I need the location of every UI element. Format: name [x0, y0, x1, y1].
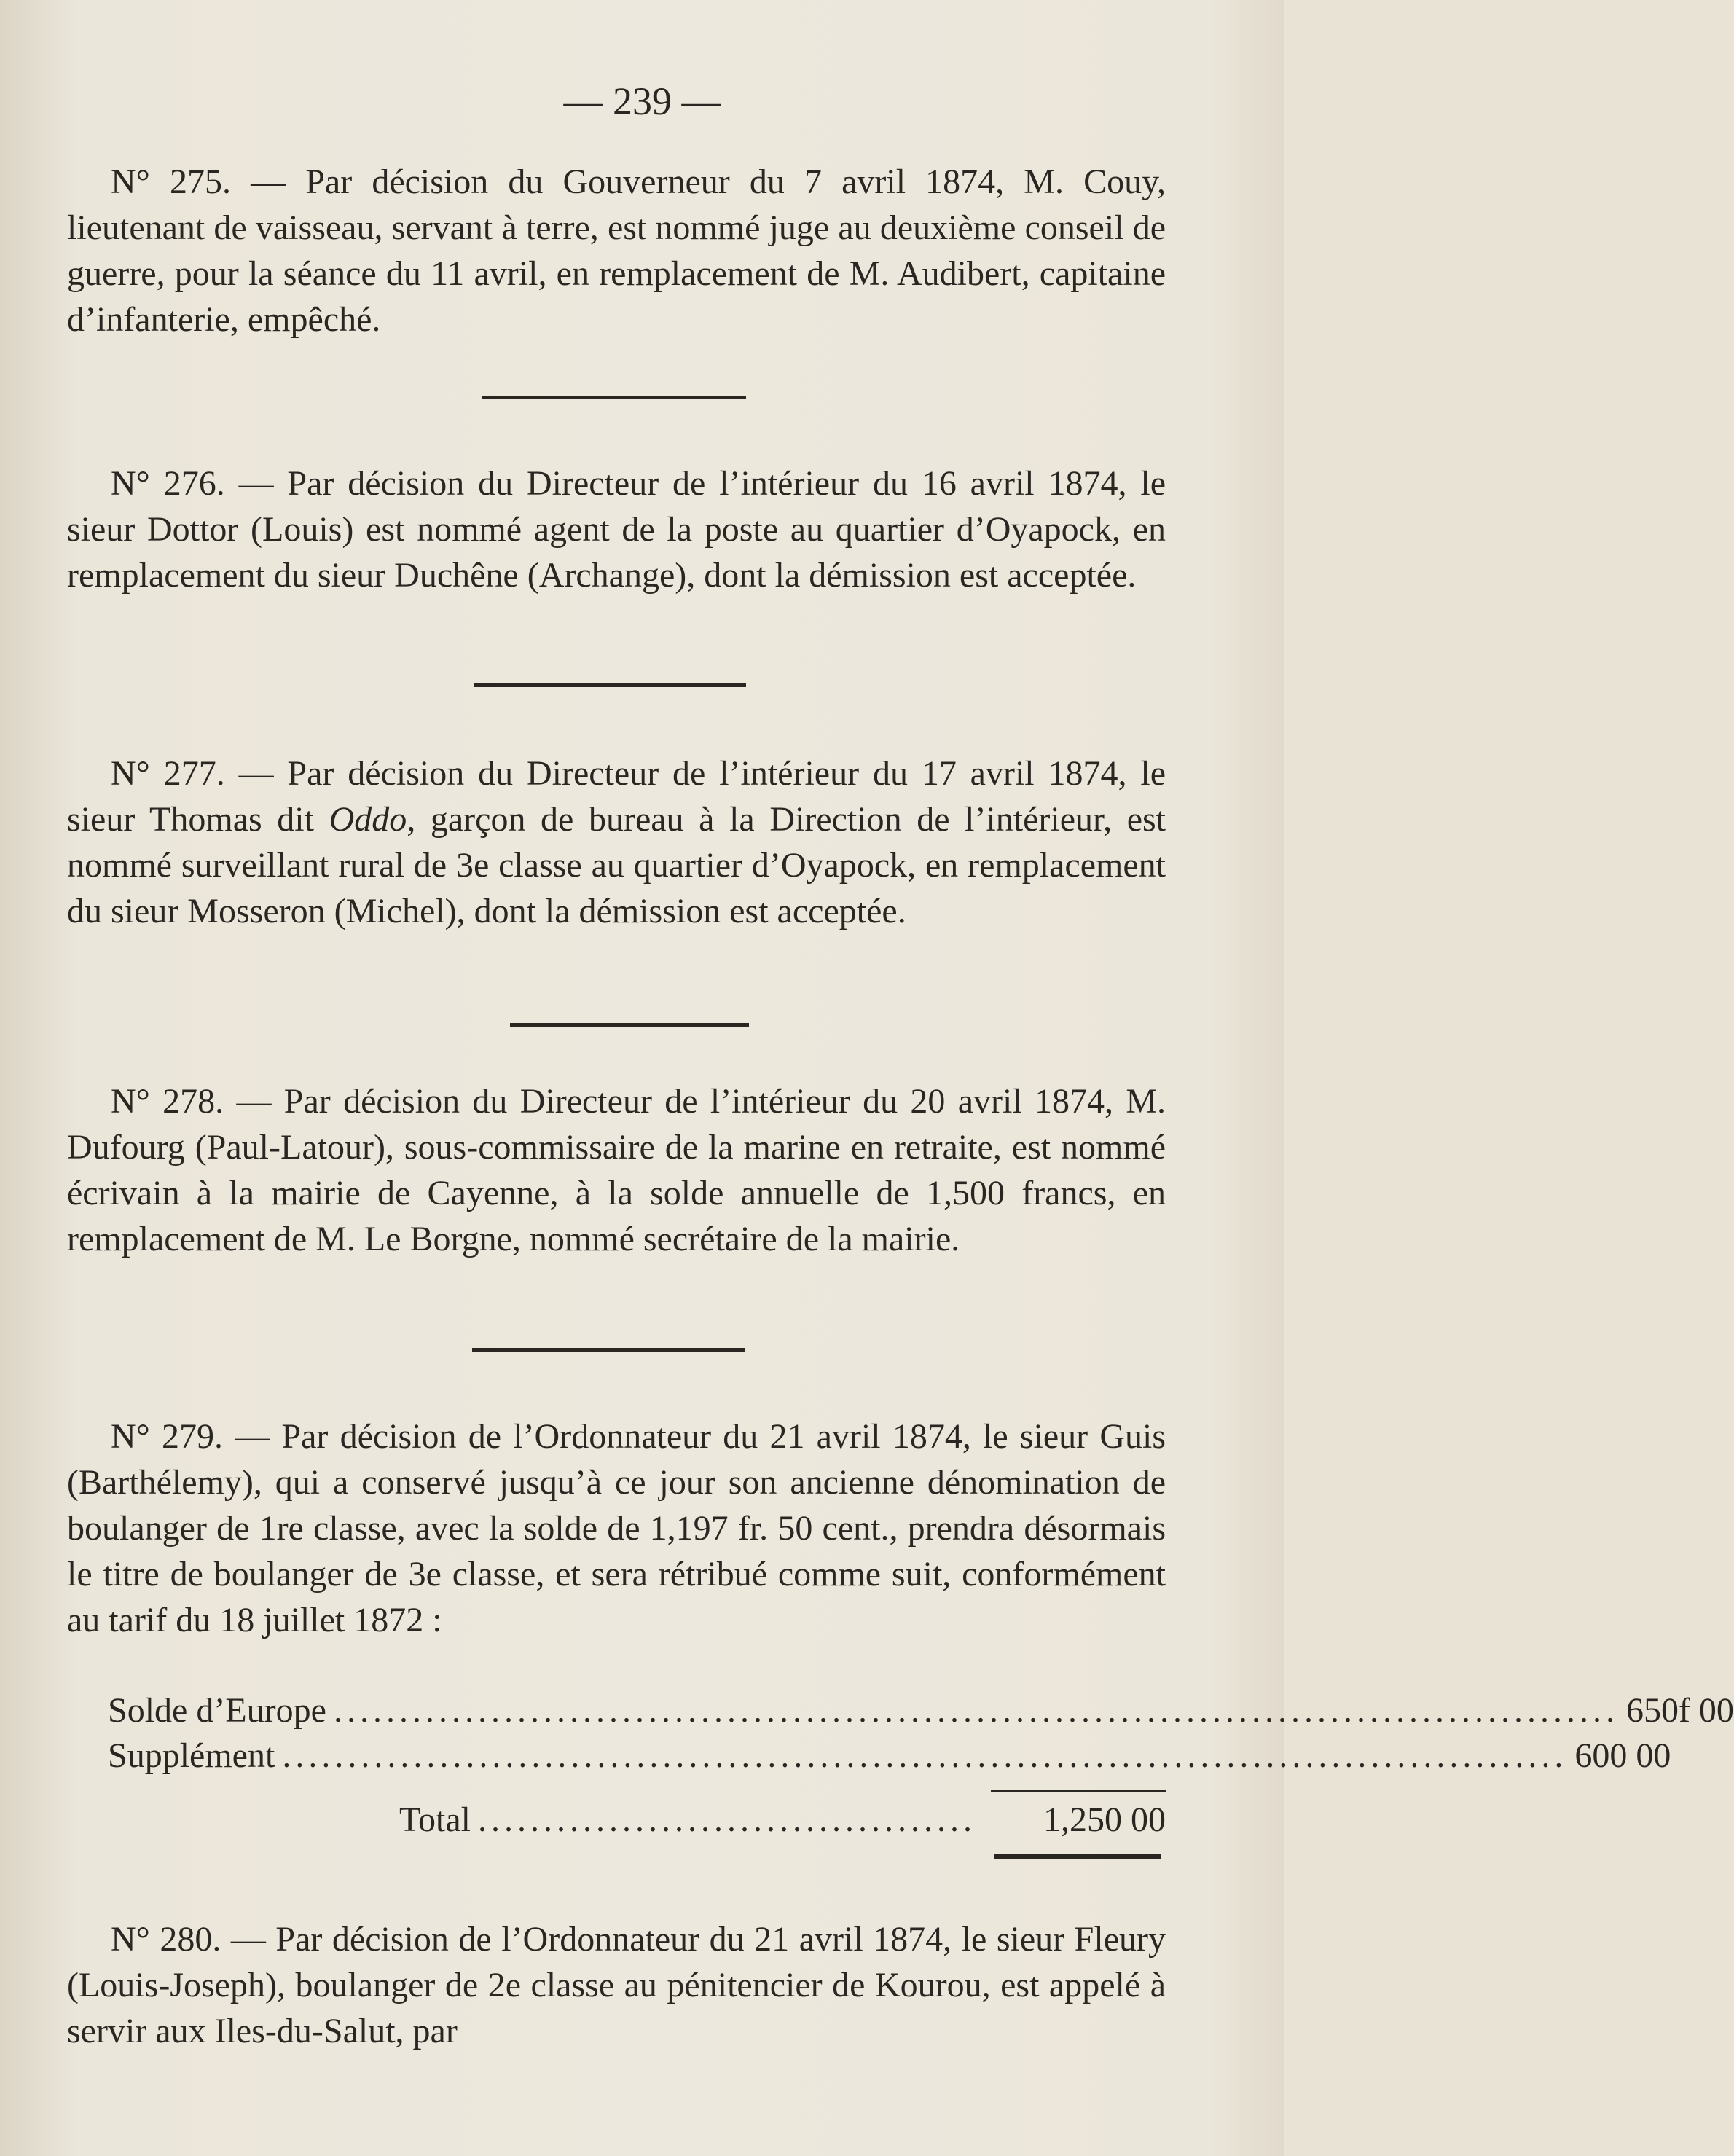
entry-277-italic-name: Oddo [329, 800, 407, 839]
ledger-total-label: Total [399, 1800, 471, 1839]
sum-rule [991, 1790, 1166, 1792]
separator-rule [510, 1023, 749, 1027]
salary-ledger [108, 1690, 1734, 1865]
page-number: — 239 — [563, 79, 721, 123]
entry-276-text: N° 276. — Par décision du Directeur de l’intérieur du 16 avril 1874, le sieur Dottor (Louis) est nommé agent de la poste au quartier d’Oyapock, en remplacement du sieur Duchêne (Archange), dont la démission est acceptée. [67, 464, 1166, 595]
entry-275-text: N° 275. — Par décision du Gouverneur du 7 avril 1874, M. Couy, lieutenant de vaisseau, servant à terre, est nommé juge au deuxième conseil de guerre, pour la séance du 11 avril, en remplacement de M. Audibert, capitaine d’infanterie, empêché. [67, 162, 1166, 339]
separator-rule [472, 1348, 745, 1352]
dot-leader: .................................................................................................. [282, 1736, 1568, 1775]
entry-276 [67, 460, 1166, 598]
ledger-amount: 600 00 [1574, 1736, 1671, 1775]
dot-leader: .................................................................................................. [333, 1691, 1619, 1730]
separator-rule [482, 396, 746, 399]
total-double-rule [994, 1854, 1161, 1859]
ledger-row-solde [108, 1690, 1734, 1736]
ledger-label: Supplément [108, 1736, 275, 1775]
entry-275 [67, 159, 1166, 342]
ledger-row-supplement [108, 1736, 1671, 1781]
ledger-label: Solde d’Europe [108, 1691, 326, 1730]
ledger-total-amount: 1,250 00 [1043, 1800, 1166, 1839]
ledger-amount: 650f 00 [1625, 1691, 1734, 1730]
entry-277-text-after: , garçon de bureau à la Direction de l’intérieur, est nommé surveillant rural de 3e classe au quartier d’Oyapock, en remplacement du sieur Mosseron (Michel), dont la démission est acceptée. [67, 800, 1166, 930]
entry-277-text-before: N° 277. — Par décision du Directeur de l’intérieur du 17 avril 1874, le sieur Thomas dit [67, 754, 1166, 839]
separator-rule [474, 683, 746, 687]
entry-277 [67, 750, 1166, 934]
entry-279-text: N° 279. — Par décision de l’Ordonnateur du 21 avril 1874, le sieur Guis (Barthélemy), qui a conservé jusqu’à ce jour son ancienne dénomination de boulanger de 1re classe, avec la solde de 1,197 fr. 50 cent., prendra désormais le titre de boulanger de 3e classe, et sera rétribué comme suit, conformément au tarif du 18 juillet 1872 : [67, 1417, 1166, 1639]
ledger-row-total [108, 1800, 1166, 1845]
entry-278-text: N° 278. — Par décision du Directeur de l’intérieur du 20 avril 1874, M. Dufourg (Paul-Latour), sous-commissaire de la marine en retraite, est nommé écrivain à la mairie de Cayenne, à la solde annuelle de 1,500 francs, en remplacement de M. Le Borgne, nommé secrétaire de la mairie. [67, 1082, 1166, 1258]
entry-279 [67, 1414, 1166, 1643]
dot-leader: ...................................... [478, 1800, 976, 1839]
entry-280 [67, 1916, 1166, 2054]
entry-278 [67, 1078, 1166, 1262]
entry-280-text: N° 280. — Par décision de l’Ordonnateur du 21 avril 1874, le sieur Fleury (Louis-Joseph), boulanger de 2e classe au pénitencier de Kourou, est appelé à servir aux Iles-du-Salut, par [67, 1920, 1166, 2050]
